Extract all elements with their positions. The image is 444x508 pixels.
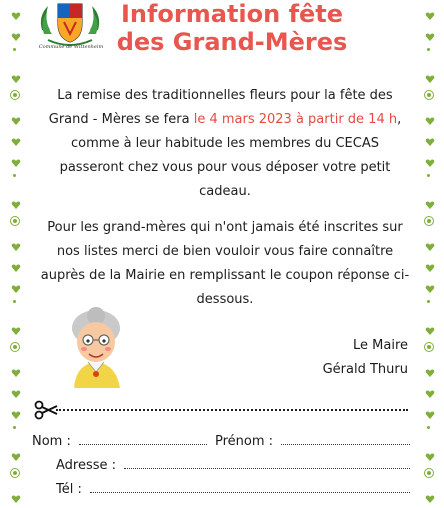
border-heart-ornament xyxy=(425,153,435,163)
border-heart-ornament xyxy=(11,6,21,16)
border-ring-ornament xyxy=(424,216,434,226)
border-heart-ornament xyxy=(425,489,435,499)
border-heart-ornament xyxy=(425,321,435,331)
border-dot-ornament xyxy=(13,300,16,303)
border-heart-ornament xyxy=(425,195,435,205)
title-line-2: des Grand-Mères xyxy=(116,28,348,56)
border-heart-ornament xyxy=(11,279,21,289)
border-ring-ornament xyxy=(424,342,434,352)
border-heart-ornament xyxy=(11,237,21,247)
event-date-highlight: le 4 mars 2023 à partir de 14 h xyxy=(193,112,398,127)
border-ring-ornament xyxy=(10,342,20,352)
tel-field[interactable] xyxy=(90,480,410,493)
signature-role: Le Maire xyxy=(353,338,408,353)
border-heart-ornament xyxy=(11,258,21,268)
border-ring-ornament xyxy=(10,216,20,226)
form-row-nom xyxy=(32,432,410,451)
form-row-adresse xyxy=(56,456,410,475)
border-heart-ornament xyxy=(11,111,21,121)
border-heart-ornament xyxy=(11,489,21,499)
border-heart-ornament xyxy=(11,27,21,37)
border-dot-ornament xyxy=(427,174,430,177)
border-dot-ornament xyxy=(427,426,430,429)
dotted-cut-line xyxy=(56,409,408,411)
right-decorative-border xyxy=(422,0,438,508)
border-heart-ornament xyxy=(11,405,21,415)
border-heart-ornament xyxy=(425,237,435,247)
border-ring-ornament xyxy=(10,468,20,478)
border-heart-ornament xyxy=(11,195,21,205)
border-ring-ornament xyxy=(424,90,434,100)
border-dot-ornament xyxy=(13,174,16,177)
registration-paragraph: Pour les grand-mères qui n'ont jamais été inscrites sur nos listes merci de bien vouloir vous faire connaître auprès de la Mairie en remplissant le coupon réponse ci-dessous. xyxy=(40,220,410,307)
left-decorative-border xyxy=(8,0,24,508)
prenom-field[interactable] xyxy=(281,432,410,445)
border-heart-ornament xyxy=(11,363,21,373)
border-heart-ornament xyxy=(425,27,435,37)
form-row-tel xyxy=(56,480,410,499)
title-line-1: Information fête xyxy=(120,0,344,28)
adresse-label: Adresse : xyxy=(56,458,121,473)
grandmother-illustration xyxy=(62,306,132,388)
border-heart-ornament xyxy=(11,69,21,79)
border-heart-ornament xyxy=(11,153,21,163)
border-heart-ornament xyxy=(425,6,435,16)
border-dot-ornament xyxy=(427,48,430,51)
border-heart-ornament xyxy=(425,447,435,457)
border-heart-ornament xyxy=(11,321,21,331)
signature-name: Gérald Thuru xyxy=(322,362,408,377)
page-title xyxy=(112,0,352,56)
prenom-label: Prénom : xyxy=(215,434,278,449)
border-heart-ornament xyxy=(425,69,435,79)
tel-label: Tél : xyxy=(56,482,86,497)
border-dot-ornament xyxy=(13,426,16,429)
announcement-paragraph xyxy=(40,84,410,204)
nom-label: Nom : xyxy=(32,434,75,449)
border-dot-ornament xyxy=(427,300,430,303)
border-heart-ornament xyxy=(425,111,435,121)
border-heart-ornament xyxy=(425,279,435,289)
border-heart-ornament xyxy=(425,405,435,415)
border-heart-ornament xyxy=(425,363,435,373)
border-heart-ornament xyxy=(11,132,21,142)
border-heart-ornament xyxy=(425,258,435,268)
border-dot-ornament xyxy=(13,48,16,51)
border-heart-ornament xyxy=(425,132,435,142)
scissors-icon xyxy=(34,400,58,420)
signature-block xyxy=(323,334,408,382)
adresse-field[interactable] xyxy=(124,456,410,469)
border-heart-ornament xyxy=(425,384,435,394)
logo-caption: Commune de Wittenheim xyxy=(38,44,104,50)
border-ring-ornament xyxy=(424,468,434,478)
nom-field[interactable] xyxy=(79,432,207,445)
border-heart-ornament xyxy=(11,384,21,394)
cut-line xyxy=(34,400,408,420)
announcement-text-end: , comme à leur habitude les membres du CECAS passeront chez vous pour vous déposer votre petit cadeau. xyxy=(59,112,402,199)
announcement-text-start: La remise des traditionnelles fleurs pour la fête des Grand - Mères se fera xyxy=(48,88,393,127)
border-ring-ornament xyxy=(10,90,20,100)
border-heart-ornament xyxy=(11,447,21,457)
